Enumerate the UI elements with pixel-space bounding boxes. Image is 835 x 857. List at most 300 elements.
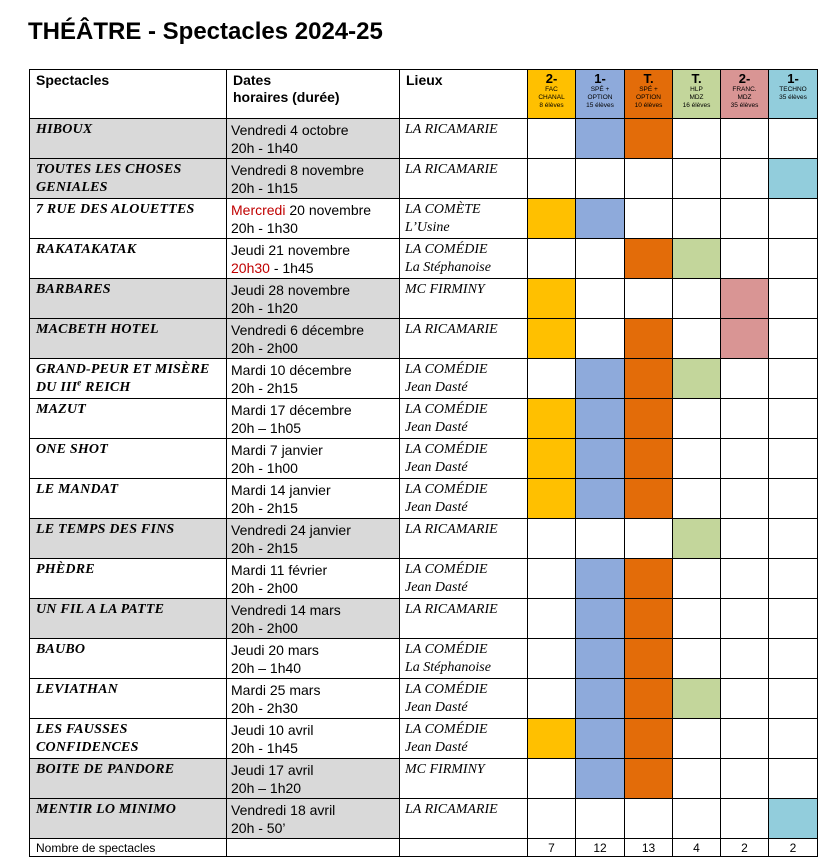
table-row <box>30 719 818 759</box>
class-marker-empty <box>673 559 721 599</box>
show-title <box>30 359 227 399</box>
class-marker-filled <box>528 319 576 359</box>
class-marker-empty <box>721 519 769 559</box>
table-row <box>30 399 818 439</box>
show-venue-line: Jean Dasté <box>405 380 468 395</box>
class-marker-filled <box>576 559 625 599</box>
class-marker-filled <box>576 639 625 679</box>
class-marker-empty <box>721 159 769 199</box>
table-row <box>30 239 818 279</box>
show-title-line: BARBARES <box>36 282 111 297</box>
class-marker-filled <box>528 439 576 479</box>
class-header-lvl: T. <box>643 71 654 86</box>
class-marker-empty <box>769 719 818 759</box>
show-venue-line: Jean Dasté <box>405 700 468 715</box>
class-marker-empty <box>625 519 673 559</box>
show-time-line: 20h - 1h20 <box>231 300 298 316</box>
show-venue <box>400 759 528 799</box>
class-marker-filled <box>673 359 721 399</box>
class-marker-empty <box>769 239 818 279</box>
show-date-line: Jeudi 10 avril <box>231 722 314 738</box>
table-row <box>30 279 818 319</box>
show-date <box>227 159 400 199</box>
class-marker-filled <box>625 119 673 159</box>
show-date <box>227 479 400 519</box>
show-title <box>30 799 227 839</box>
class-marker-empty <box>721 639 769 679</box>
show-venue <box>400 399 528 439</box>
show-title <box>30 279 227 319</box>
show-time-line: 20h - 1h00 <box>231 460 298 476</box>
class-marker-empty <box>576 319 625 359</box>
show-title-line: DU IIIe REICH <box>36 377 131 395</box>
class-marker-empty <box>673 639 721 679</box>
show-venue <box>400 319 528 359</box>
class-header <box>625 70 673 119</box>
table-row <box>30 159 818 199</box>
class-header <box>769 70 818 119</box>
show-title <box>30 239 227 279</box>
footer-count: 4 <box>673 839 721 857</box>
show-time-line: 20h – 1h05 <box>231 420 302 436</box>
class-marker-empty <box>576 519 625 559</box>
show-title-line: UN FIL A LA PATTE <box>36 602 165 617</box>
class-marker-empty <box>576 159 625 199</box>
class-marker-empty <box>769 599 818 639</box>
class-marker-empty <box>673 159 721 199</box>
show-title-line: 7 RUE DES ALOUETTES <box>36 202 195 217</box>
class-header-l1: SPÉ + <box>639 86 658 93</box>
show-title <box>30 759 227 799</box>
class-marker-empty <box>673 479 721 519</box>
class-marker-filled <box>625 639 673 679</box>
class-marker-empty <box>528 119 576 159</box>
show-time-line: 20h - 2h15 <box>231 380 298 396</box>
show-date <box>227 119 400 159</box>
class-marker-empty <box>673 119 721 159</box>
show-venue <box>400 639 528 679</box>
show-date <box>227 359 400 399</box>
show-time-line: 20h - 2h00 <box>231 340 298 356</box>
show-date-line: Jeudi 20 mars <box>231 642 319 658</box>
shows-table <box>29 69 818 857</box>
class-marker-filled <box>528 479 576 519</box>
show-time-line: 20h - 2h00 <box>231 580 298 596</box>
class-header <box>673 70 721 119</box>
footer-label: Nombre de spectacles <box>30 839 227 857</box>
show-title-line: MENTIR LO MINIMO <box>36 802 177 817</box>
class-marker-filled <box>576 199 625 239</box>
show-venue <box>400 679 528 719</box>
class-header-l1: SPÉ + <box>590 86 610 93</box>
show-venue-line: Jean Dasté <box>405 420 468 435</box>
class-marker-filled <box>528 199 576 239</box>
footer-count: 7 <box>528 839 576 857</box>
class-marker-empty <box>673 719 721 759</box>
show-date <box>227 239 400 279</box>
show-venue <box>400 799 528 839</box>
show-venue-line: LA COMÉDIE <box>405 682 488 697</box>
show-time-line: 20h - 1h40 <box>231 140 298 156</box>
class-header-lvl: 1- <box>594 71 606 86</box>
class-marker-empty <box>576 239 625 279</box>
show-date-line: Jeudi 28 novembre <box>231 282 351 298</box>
class-marker-empty <box>769 359 818 399</box>
class-header-l2: MDZ <box>689 94 704 101</box>
class-header-l1: FRANC. <box>732 86 757 93</box>
footer-row <box>30 839 818 857</box>
show-date-line: Mardi 25 mars <box>231 682 321 698</box>
class-marker-empty <box>769 319 818 359</box>
class-marker-empty <box>769 399 818 439</box>
show-title-line: MAZUT <box>36 402 86 417</box>
show-date <box>227 639 400 679</box>
footer-empty <box>400 839 528 857</box>
class-marker-empty <box>528 519 576 559</box>
class-marker-filled <box>721 279 769 319</box>
show-title-line: ONE SHOT <box>36 442 108 457</box>
show-date <box>227 559 400 599</box>
show-venue-line: Jean Dasté <box>405 500 468 515</box>
show-venue-line: LA RICAMARIE <box>405 322 498 337</box>
class-header-eleves: 8 élèves <box>539 102 564 109</box>
class-marker-filled <box>625 479 673 519</box>
class-marker-empty <box>769 759 818 799</box>
class-marker-empty <box>673 199 721 239</box>
class-header-l2: MDZ <box>737 94 752 101</box>
class-marker-empty <box>721 199 769 239</box>
class-marker-empty <box>673 319 721 359</box>
show-time-line: 20h - 2h00 <box>231 620 298 636</box>
show-date <box>227 679 400 719</box>
footer-empty <box>227 839 400 857</box>
show-time-line: 20h – 1h20 <box>231 780 302 796</box>
show-date <box>227 399 400 439</box>
show-venue-line: La Stéphanoise <box>405 660 491 675</box>
class-marker-filled <box>528 279 576 319</box>
class-marker-empty <box>673 599 721 639</box>
show-venue-line: MC FIRMINY <box>405 762 485 777</box>
class-marker-empty <box>769 479 818 519</box>
class-marker-empty <box>721 719 769 759</box>
class-marker-filled <box>625 559 673 599</box>
class-marker-filled <box>576 679 625 719</box>
show-title <box>30 119 227 159</box>
show-title <box>30 719 227 759</box>
class-marker-empty <box>721 559 769 599</box>
show-venue <box>400 519 528 559</box>
show-title-line: CONFIDENCES <box>36 740 139 755</box>
class-header-eleves: 10 élèves <box>634 102 663 109</box>
class-marker-empty <box>769 279 818 319</box>
class-marker-empty <box>721 599 769 639</box>
class-header <box>721 70 769 119</box>
show-title-line: HIBOUX <box>36 122 93 137</box>
show-date <box>227 599 400 639</box>
class-marker-empty <box>528 359 576 399</box>
class-marker-empty <box>721 439 769 479</box>
show-date-line: Jeudi 21 novembre <box>231 242 351 258</box>
header-spectacles: Spectacles <box>30 70 227 119</box>
show-date <box>227 799 400 839</box>
show-venue <box>400 719 528 759</box>
table-row <box>30 599 818 639</box>
class-marker-empty <box>528 679 576 719</box>
class-marker-filled <box>625 679 673 719</box>
show-time-line: 20h - 1h45 <box>231 740 298 756</box>
class-marker-filled <box>576 719 625 759</box>
class-header <box>576 70 625 119</box>
show-title <box>30 399 227 439</box>
class-marker-empty <box>769 559 818 599</box>
class-header-l2: CHANAL <box>538 94 565 101</box>
show-title <box>30 679 227 719</box>
class-header-lvl: 1- <box>787 71 799 86</box>
class-marker-empty <box>721 119 769 159</box>
class-marker-filled <box>576 479 625 519</box>
class-marker-empty <box>625 199 673 239</box>
show-title <box>30 319 227 359</box>
show-title-line: PHÈDRE <box>36 562 95 577</box>
show-time-line: 20h - 2h15 <box>231 500 298 516</box>
class-marker-empty <box>673 759 721 799</box>
show-venue-line: Jean Dasté <box>405 580 468 595</box>
class-marker-empty <box>625 159 673 199</box>
class-marker-empty <box>769 639 818 679</box>
show-title-line: LE MANDAT <box>36 482 119 497</box>
show-date <box>227 519 400 559</box>
show-title <box>30 519 227 559</box>
show-venue-line: Jean Dasté <box>405 460 468 475</box>
show-date-line: Vendredi 24 janvier <box>231 522 351 538</box>
show-venue <box>400 439 528 479</box>
class-marker-empty <box>673 399 721 439</box>
show-venue-line: LA RICAMARIE <box>405 162 498 177</box>
class-marker-empty <box>528 759 576 799</box>
class-marker-filled <box>769 799 818 839</box>
class-marker-filled <box>625 759 673 799</box>
class-marker-empty <box>721 799 769 839</box>
table-row <box>30 199 818 239</box>
show-time-line: 20h - 1h15 <box>231 180 298 196</box>
show-venue <box>400 159 528 199</box>
show-date-line: Mercredi 20 novembre <box>231 202 372 218</box>
show-venue <box>400 119 528 159</box>
class-marker-empty <box>576 799 625 839</box>
class-marker-empty <box>528 159 576 199</box>
show-venue <box>400 599 528 639</box>
class-marker-filled <box>625 599 673 639</box>
show-date-line: Mardi 7 janvier <box>231 442 323 458</box>
table-row <box>30 679 818 719</box>
class-marker-filled <box>576 439 625 479</box>
show-venue-line: LA RICAMARIE <box>405 522 498 537</box>
footer-count: 13 <box>625 839 673 857</box>
show-venue <box>400 359 528 399</box>
show-title-line: GENIALES <box>36 180 108 195</box>
show-title <box>30 159 227 199</box>
class-marker-empty <box>721 479 769 519</box>
show-venue-line: LA COMÈTE <box>405 202 481 217</box>
class-marker-filled <box>769 159 818 199</box>
show-venue-line: LA COMÉDIE <box>405 482 488 497</box>
class-marker-filled <box>528 399 576 439</box>
table-row <box>30 799 818 839</box>
header-dates: Dates horaires (durée) <box>227 70 400 119</box>
show-venue-line: Jean Dasté <box>405 740 468 755</box>
class-header-l2: OPTION <box>636 94 661 101</box>
table-row <box>30 119 818 159</box>
class-header-l2: OPTION <box>587 94 613 101</box>
class-header <box>528 70 576 119</box>
show-title <box>30 479 227 519</box>
show-venue <box>400 199 528 239</box>
table-row <box>30 439 818 479</box>
table-row <box>30 639 818 679</box>
show-title-line: LEVIATHAN <box>36 682 118 697</box>
table-row <box>30 759 818 799</box>
class-header-eleves: 15 élèves <box>586 102 614 109</box>
show-title <box>30 599 227 639</box>
show-title-line: RAKATAKATAK <box>36 242 137 257</box>
show-title-line: GRAND-PEUR ET MISÈRE <box>36 362 210 377</box>
show-title-line: BAUBO <box>36 642 86 657</box>
class-marker-empty <box>528 639 576 679</box>
class-marker-empty <box>721 679 769 719</box>
class-header-lvl: 2- <box>545 71 558 86</box>
show-venue-line: L’Usine <box>405 220 450 235</box>
class-marker-empty <box>769 199 818 239</box>
table-row <box>30 319 818 359</box>
show-time-line: 20h – 1h40 <box>231 660 302 676</box>
class-marker-filled <box>576 599 625 639</box>
show-date <box>227 279 400 319</box>
footer-count: 2 <box>721 839 769 857</box>
table-row <box>30 519 818 559</box>
show-venue-line: LA COMÉDIE <box>405 562 488 577</box>
class-marker-filled <box>576 119 625 159</box>
show-title <box>30 639 227 679</box>
show-venue <box>400 279 528 319</box>
class-marker-empty <box>576 279 625 319</box>
class-marker-empty <box>528 239 576 279</box>
show-time-line: 20h - 1h30 <box>231 220 298 236</box>
class-marker-empty <box>528 599 576 639</box>
class-marker-empty <box>721 359 769 399</box>
show-date <box>227 319 400 359</box>
class-marker-filled <box>625 319 673 359</box>
class-marker-filled <box>625 719 673 759</box>
class-marker-empty <box>721 399 769 439</box>
show-date-line: Jeudi 17 avril <box>231 762 314 778</box>
class-marker-filled <box>576 359 625 399</box>
class-marker-empty <box>625 279 673 319</box>
class-header-lvl: 2- <box>738 71 751 86</box>
class-marker-filled <box>625 359 673 399</box>
show-venue-line: LA RICAMARIE <box>405 122 498 137</box>
show-date-line: Vendredi 4 octobre <box>231 122 349 138</box>
class-header-lvl: T. <box>691 71 702 86</box>
show-title <box>30 439 227 479</box>
class-header-eleves: 35 élèves <box>779 94 807 101</box>
class-marker-empty <box>769 439 818 479</box>
show-title-line: BOITE DE PANDORE <box>36 762 175 777</box>
show-date-line: Vendredi 6 décembre <box>231 322 365 338</box>
page-title: THÉÂTRE - Spectacles 2024-25 <box>28 18 383 45</box>
show-title <box>30 199 227 239</box>
show-title-line: TOUTES LES CHOSES <box>36 162 182 177</box>
show-venue-line: MC FIRMINY <box>405 282 485 297</box>
show-date-line: Vendredi 14 mars <box>231 602 341 618</box>
table-row <box>30 479 818 519</box>
header-row <box>30 70 818 119</box>
show-venue-line: LA COMÉDIE <box>405 722 488 737</box>
show-date <box>227 759 400 799</box>
class-header-eleves: 16 élèves <box>682 102 711 109</box>
class-marker-empty <box>673 439 721 479</box>
class-marker-empty <box>721 239 769 279</box>
show-date <box>227 199 400 239</box>
footer-count: 2 <box>769 839 818 857</box>
class-marker-filled <box>528 719 576 759</box>
show-time-line: 20h - 50’ <box>231 820 286 836</box>
show-venue <box>400 559 528 599</box>
show-venue-line: LA RICAMARIE <box>405 602 498 617</box>
class-marker-empty <box>673 799 721 839</box>
show-venue-line: LA COMÉDIE <box>405 442 488 457</box>
show-title <box>30 559 227 599</box>
show-venue-line: LA COMÉDIE <box>405 242 488 257</box>
class-marker-filled <box>721 319 769 359</box>
class-header-l1: FAC <box>545 86 558 93</box>
class-marker-empty <box>769 679 818 719</box>
show-venue-line: LA RICAMARIE <box>405 802 498 817</box>
class-marker-filled <box>625 399 673 439</box>
class-marker-filled <box>673 239 721 279</box>
show-date-line: Mardi 17 décembre <box>231 402 352 418</box>
show-time-line: 20h - 2h30 <box>231 700 298 716</box>
show-date-line: Vendredi 18 avril <box>231 802 336 818</box>
show-date <box>227 719 400 759</box>
show-title-line: MACBETH HOTEL <box>36 322 159 337</box>
show-date-line: Mardi 10 décembre <box>231 362 352 378</box>
class-marker-empty <box>769 519 818 559</box>
class-marker-filled <box>673 519 721 559</box>
class-marker-empty <box>528 799 576 839</box>
show-venue <box>400 239 528 279</box>
class-marker-filled <box>673 679 721 719</box>
show-venue-line: La Stéphanoise <box>405 260 491 275</box>
show-date-line: Mardi 11 février <box>231 562 328 578</box>
table-row <box>30 359 818 399</box>
show-venue-line: LA COMÉDIE <box>405 362 488 377</box>
show-title-line: LE TEMPS DES FINS <box>36 522 175 537</box>
header-lieux: Lieux <box>400 70 528 119</box>
show-date-line: Vendredi 8 novembre <box>231 162 365 178</box>
class-marker-empty <box>769 119 818 159</box>
table-row <box>30 559 818 599</box>
show-date-line: Mardi 14 janvier <box>231 482 331 498</box>
show-time-line: 20h - 2h15 <box>231 540 298 556</box>
class-marker-empty <box>625 799 673 839</box>
show-venue <box>400 479 528 519</box>
show-venue-line: LA COMÉDIE <box>405 402 488 417</box>
show-title-line: LES FAUSSES <box>36 722 128 737</box>
class-marker-filled <box>576 399 625 439</box>
class-marker-filled <box>625 439 673 479</box>
footer-count: 12 <box>576 839 625 857</box>
class-header-eleves: 35 élèves <box>730 102 759 109</box>
